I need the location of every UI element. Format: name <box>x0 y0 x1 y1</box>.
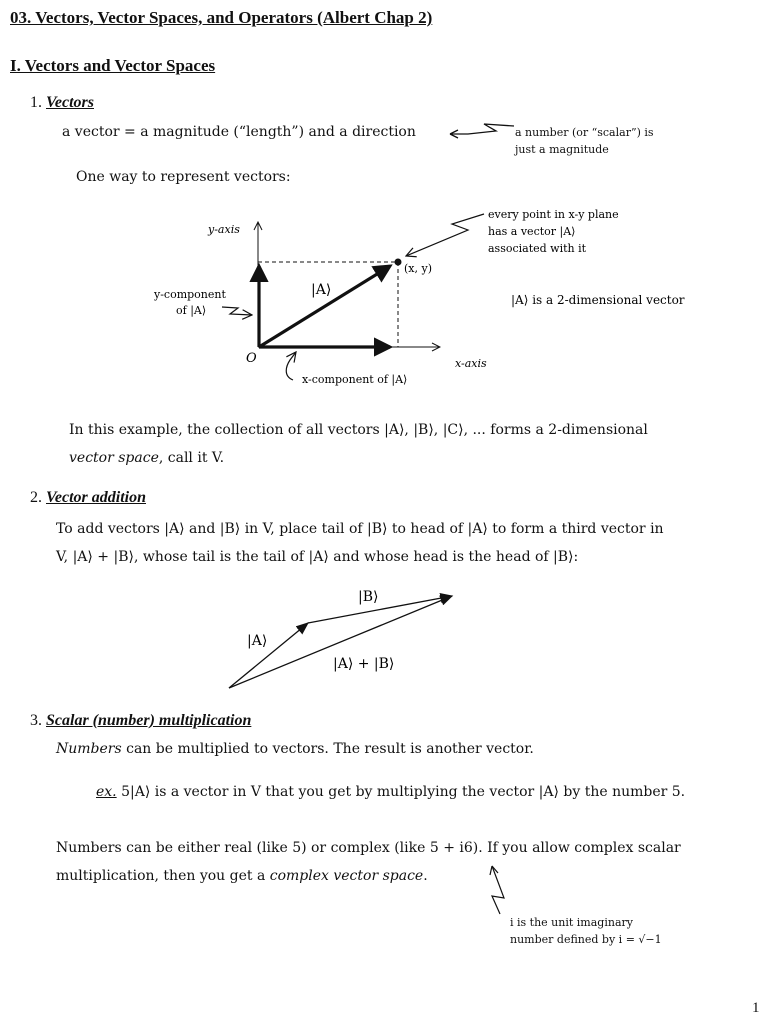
imaginary-note-line2: number defined by i = √−1 <box>510 933 662 946</box>
document-title: 03. Vectors, Vector Spaces, and Operators (Albert Chap 2) <box>10 8 433 27</box>
page-number: 1 <box>752 1000 760 1016</box>
section-heading: I. Vectors and Vector Spaces <box>10 56 216 75</box>
addition-line-2: V, |A⟩ + |B⟩, whose tail is the tail of |A⟩ and whose head is the head of |B⟩: <box>56 549 579 565</box>
example-line-2 <box>69 450 224 466</box>
y-axis-label: y-axis <box>208 223 240 236</box>
x-component-label: x-component of |A⟩ <box>302 373 408 386</box>
scalar-line-1 <box>56 741 534 757</box>
subsection-number: 2. <box>30 489 42 506</box>
vector-b-label: |B⟩ <box>358 589 379 605</box>
every-point-note-3: associated with it <box>488 242 587 255</box>
vector-a-label: |A⟩ <box>247 633 268 649</box>
scalar-line-1-rest: can be multiplied to vectors. The result is another vector. <box>121 741 534 757</box>
y-component-label-2: of |A⟩ <box>176 304 207 317</box>
vector-plane-diagram <box>0 200 768 400</box>
example-text: 5|A⟩ is a vector in V that you get by multiplying the vector |A⟩ by the number 5. <box>116 784 686 800</box>
subsection-title: Vector addition <box>46 489 147 506</box>
vector-definition: a vector = a magnitude (“length”) and a direction <box>62 124 416 140</box>
scalar-note-line1: a number (or “scalar”) is <box>515 126 654 139</box>
subsection-heading-scalar <box>30 712 251 730</box>
two-dim-note: |A⟩ is a 2-dimensional vector <box>511 293 685 307</box>
one-way-text: One way to represent vectors: <box>76 169 291 185</box>
numbers-line-1: Numbers can be either real (like 5) or complex (like 5 + i6). If you allow complex scalar <box>56 840 681 856</box>
example-line-2-rest: , call it V. <box>158 450 225 466</box>
subsection-title: Scalar (number) multiplication <box>46 712 252 729</box>
subsection-number: 3. <box>30 712 42 729</box>
numbers-term: Numbers <box>56 741 122 757</box>
y-component-label-1: y-component <box>154 288 226 301</box>
subsection-heading-addition <box>30 489 146 507</box>
imaginary-pointer-icon <box>484 856 514 918</box>
vector-addition-diagram <box>0 580 768 695</box>
complex-vector-space-term: complex vector space <box>269 868 424 884</box>
imaginary-note-line1: i is the unit imaginary <box>510 916 633 929</box>
vector-a-arrow <box>259 266 390 347</box>
squiggle-arrow-icon <box>444 118 516 144</box>
subsection-title: Vectors <box>46 94 94 111</box>
numbers-line-2 <box>56 868 428 884</box>
subsection-number: 1. <box>30 94 42 111</box>
vector-a-label: |A⟩ <box>311 282 332 298</box>
scalar-note <box>515 124 654 158</box>
numbers-line-2-b: . <box>423 868 428 884</box>
y-component-pointer-icon <box>222 307 252 315</box>
x-axis-label: x-axis <box>455 357 487 370</box>
every-point-pointer-icon <box>406 214 484 256</box>
point-dot <box>395 259 402 266</box>
scalar-note-line2: just a magnitude <box>515 143 609 156</box>
imaginary-note <box>510 914 662 948</box>
point-label: (x, y) <box>404 262 432 275</box>
origin-label: O <box>246 351 257 366</box>
every-point-note-2: has a vector |A⟩ <box>488 225 576 238</box>
scalar-example <box>96 784 685 800</box>
example-label: ex. <box>96 784 117 800</box>
vector-sum-label: |A⟩ + |B⟩ <box>333 656 395 672</box>
numbers-line-2-a: multiplication, then you get a <box>56 868 270 884</box>
every-point-note-1: every point in x-y plane <box>488 208 619 221</box>
addition-line-1: To add vectors |A⟩ and |B⟩ in V, place tail of |B⟩ to head of |A⟩ to form a third vector in <box>56 521 664 537</box>
subsection-heading-vectors <box>30 94 94 112</box>
vector-space-term: vector space <box>69 450 159 466</box>
x-component-pointer-icon <box>286 352 296 380</box>
example-line-1: In this example, the collection of all vectors |A⟩, |B⟩, |C⟩, ... forms a 2-dimensional <box>69 422 648 438</box>
vector-b-arrow <box>308 596 452 623</box>
vector-a-arrow <box>229 623 308 688</box>
